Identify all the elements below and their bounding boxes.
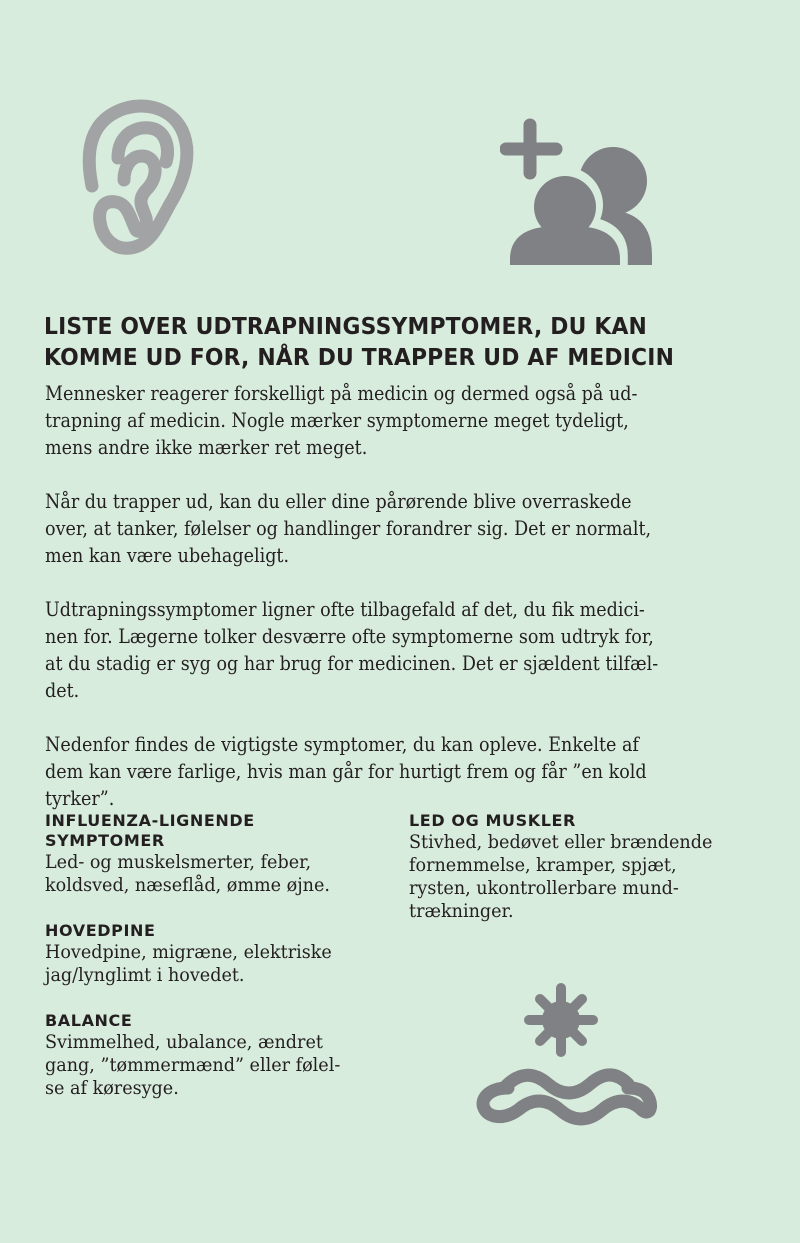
text-line: dem kan være farlige, hvis man går for hurtigt frem og får ”en kold: [45, 760, 647, 783]
text-line: over, at tanker, følelser og handlinger forandrer sig. Det er normalt,: [45, 517, 652, 540]
intro-paragraph: [45, 488, 693, 569]
text-line: se af køresyge.: [45, 1078, 179, 1099]
symptom-section-hovedpine: [45, 921, 425, 987]
intro-paragraph: [45, 380, 693, 461]
sun-waves-icon: [476, 978, 658, 1130]
text-line: gang, ”tømmermænd” eller følel-: [45, 1055, 341, 1076]
ear-icon: [78, 96, 202, 256]
heading-line: INFLUENZA-LIGNENDE: [45, 811, 255, 830]
intro-text: [45, 380, 693, 839]
text-line: men kan være ubehageligt.: [45, 544, 290, 567]
title-line: KOMME UD FOR, NÅR DU TRAPPER UD AF MEDICIN: [44, 343, 675, 371]
text-line: koldsved, næseflåd, ømme øjne.: [45, 875, 330, 896]
heading-line: SYMPTOMER: [45, 831, 165, 850]
text-line: mens andre ikke mærker ret meget.: [45, 436, 368, 459]
symptom-heading: [45, 1011, 425, 1031]
text-line: Svimmelhed, ubalance, ændret: [45, 1032, 323, 1053]
symptom-section-led-og-muskler: [409, 811, 789, 923]
symptoms-left-column: [45, 811, 425, 1124]
symptoms-right-column: [409, 811, 789, 947]
symptom-description: [45, 941, 406, 987]
title-line: LISTE OVER UDTRAPNINGSSYMPTOMER, DU KAN: [44, 312, 648, 340]
text-line: Når du trapper ud, kan du eller dine pårørende blive overraskede: [45, 490, 632, 513]
heading-line: HOVEDPINE: [45, 921, 156, 940]
text-line: Led- og muskelsmerter, feber,: [45, 852, 312, 873]
text-line: Mennesker reagerer forskelligt på medicin og dermed også på ud-: [45, 382, 638, 405]
symptom-section-balance: [45, 1011, 425, 1100]
page-title: [44, 311, 723, 373]
symptom-heading: [45, 811, 425, 851]
text-line: fornemmelse, kramper, spjæt,: [409, 855, 677, 876]
text-line: trapning af medicin. Nogle mærker symptomerne meget tydeligt,: [45, 409, 629, 432]
text-line: nen for. Lægerne tolker desværre ofte symptomerne som udtryk for,: [45, 625, 654, 648]
text-line: trækninger.: [409, 901, 514, 922]
text-line: det.: [45, 679, 80, 702]
symptom-heading: [45, 921, 425, 941]
text-line: jag/lynglimt i hovedet.: [45, 965, 245, 986]
intro-paragraph: [45, 596, 693, 704]
text-line: Nedenfor findes de vigtigste symptomer, du kan opleve. Enkelte af: [45, 733, 639, 756]
people-plus-icon: [500, 115, 660, 267]
text-line: Stivhed, bedøvet eller brændende: [409, 832, 713, 853]
symptom-section-influenza: [45, 811, 425, 897]
heading-line: LED OG MUSKLER: [409, 811, 576, 830]
intro-paragraph: [45, 731, 693, 812]
heading-line: BALANCE: [45, 1011, 133, 1030]
text-line: Udtrapningssymptomer ligner ofte tilbagefald af det, du fik medici-: [45, 598, 645, 621]
symptom-description: [45, 851, 406, 897]
text-line: rysten, ukontrollerbare mund-: [409, 878, 679, 899]
text-line: Hovedpine, migræne, elektriske: [45, 942, 332, 963]
symptom-heading: [409, 811, 789, 831]
symptom-description: [45, 1031, 406, 1100]
text-line: at du stadig er syg og har brug for medicinen. Det er sjældent tilfæl-: [45, 652, 659, 675]
text-line: tyrker”.: [45, 787, 115, 810]
symptom-description: [409, 831, 770, 923]
